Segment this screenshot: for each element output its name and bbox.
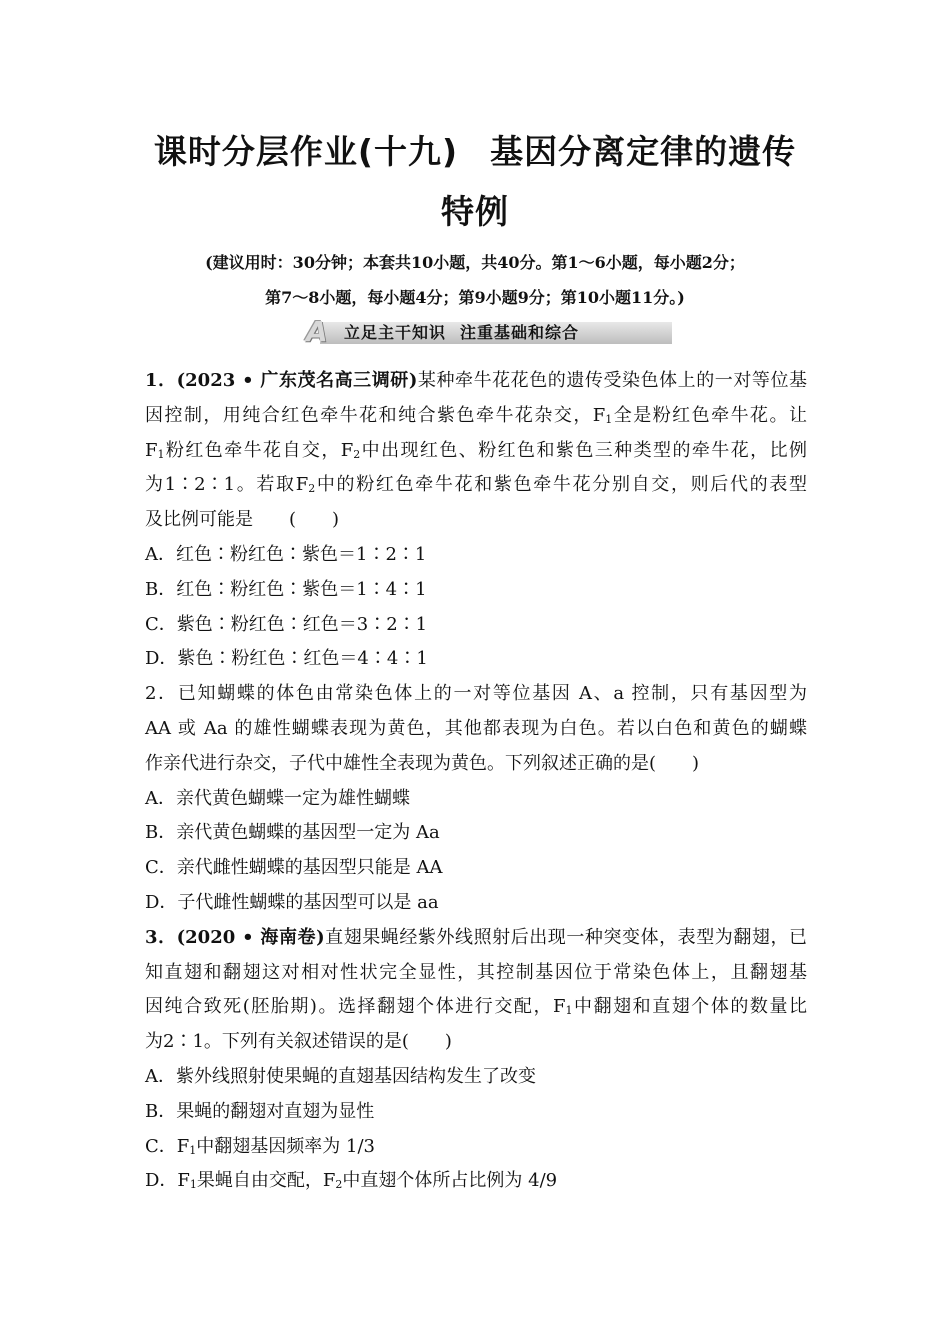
q1-sub-1: 1 (605, 412, 613, 426)
banner-text-part-1: 立足主干知识 (344, 323, 447, 342)
q2-line-3: 作亲代进行杂交，子代中雄性全表现为黄色。下列叙述正确的是( ) (145, 752, 700, 774)
q3-option-a[interactable]: A．紫外线照射使果蝇的直翅基因结构发生了改变 (145, 1065, 536, 1087)
q3-line-4: 为2∶1。下列有关叙述错误的是( ) (145, 1031, 452, 1053)
q3-text-1: 直翅果蝇经紫外线照射后出现一种突变体，表型为翻翅，已 (324, 926, 808, 948)
q1-text-2a: 因控制，用纯合红色牵牛花和纯合紫色牵牛花杂交，F (145, 404, 606, 426)
q3-option-c[interactable] (145, 1130, 807, 1165)
section-banner (306, 315, 672, 348)
q2-option-a[interactable]: A．亲代黄色蝴蝶一定为雄性蝴蝶 (145, 787, 410, 809)
q1-text-2b: 全是粉红色牵牛花。让 (612, 404, 807, 426)
q1-text-3b: 粉红色牵牛花自交，F (164, 439, 354, 461)
q3-text-3a: 因纯合致死(胚胎期)。选择翻翅个体进行交配，F (145, 996, 566, 1018)
section-letter-icon: A (306, 315, 328, 348)
q1-sub-4: 2 (308, 482, 316, 496)
q3-number: 3． (145, 926, 177, 948)
q1-line-2 (145, 399, 807, 434)
page-title-line-1 (0, 126, 950, 173)
q3-option-d-sub-1: 1 (189, 1178, 197, 1192)
q3-option-d-sub-2: 2 (335, 1178, 343, 1192)
q3-sub-1: 1 (565, 1004, 573, 1018)
q3-option-d-text-a: D．F (145, 1170, 190, 1192)
q1-line-4 (145, 468, 807, 503)
q2-option-c[interactable]: C．亲代雌性蝴蝶的基因型只能是 AA (145, 857, 443, 879)
q1-sub-3: 2 (353, 447, 361, 461)
q1-sub-2: 1 (157, 447, 165, 461)
q1-line-3 (145, 434, 807, 469)
q1-line-5: 及比例可能是 ( ) (145, 509, 340, 531)
banner-text (344, 322, 579, 344)
title-part-1: 课时分层作业(十九) (153, 132, 459, 171)
q3-option-b[interactable]: B．果蝇的翻翅对直翅为显性 (145, 1100, 375, 1122)
q3-option-d-text-b: 果蝇自由交配，F (196, 1170, 336, 1192)
title-part-2: 基因分离定律的遗传 (490, 132, 797, 171)
q3-option-c-sub: 1 (189, 1143, 197, 1157)
q1-text-4a: 为1∶2∶1。若取F (145, 474, 309, 496)
q3-line-3 (145, 990, 807, 1025)
page-title-line-2: 特例 (441, 192, 509, 231)
q2-option-b[interactable]: B．亲代黄色蝴蝶的基因型一定为 Aa (145, 822, 440, 844)
q1-option-d[interactable]: D．紫色∶粉红色∶红色＝4∶4∶1 (145, 648, 428, 670)
q1-option-c[interactable]: C．紫色∶粉红色∶红色＝3∶2∶1 (145, 613, 428, 635)
q3-line-2: 知直翅和翻翅这对相对性状完全显性，其控制基因位于常染色体上，且翻翅基 (145, 961, 807, 983)
q1-line-1 (145, 364, 807, 399)
q1-text-3c: 中出现红色、粉红色和紫色三种类型的牵牛花，比例 (360, 439, 807, 461)
q1-text-1: 某种牵牛花花色的遗传受染色体上的一对等位基 (417, 370, 808, 391)
q2-line-2: AA 或 Aa 的雄性蝴蝶表现为黄色，其他都表现为白色。若以白色和黄色的蝴蝶 (145, 717, 807, 739)
q1-source: (2023 • 广东茂名高三调研) (176, 370, 418, 391)
q3-source: (2020 • 海南卷) (176, 926, 325, 948)
q2-option-d[interactable]: D．子代雌性蝴蝶的基因型可以是 aa (145, 891, 439, 913)
q3-option-c-text-a: C．F (145, 1135, 190, 1157)
q1-text-3a: F (145, 439, 158, 461)
time-note-line-2: 第7～8小题，每小题4分；第9小题9分；第10小题11分。) (265, 288, 685, 307)
q3-text-3b: 中翻翅和直翅个体的数量比 (572, 996, 807, 1018)
q2-line-1: 2．已知蝴蝶的体色由常染色体上的一对等位基因 A、a 控制，只有基因型为 (145, 683, 807, 705)
q1-option-a[interactable]: A．红色∶粉红色∶紫色＝1∶2∶1 (145, 543, 427, 565)
q1-option-b[interactable]: B．红色∶粉红色∶紫色＝1∶4∶1 (145, 578, 427, 600)
question-list (145, 364, 807, 1199)
q1-number: 1． (145, 370, 177, 391)
q3-line-1 (145, 921, 807, 956)
banner-text-part-2: 注重基础和综合 (460, 323, 580, 342)
time-note-line-1: (建议用时：30分钟；本套共10小题，共40分。第1～6小题，每小题2分； (205, 253, 745, 272)
q1-text-4b: 中的粉红色牵牛花和紫色牵牛花分别自交，则后代的表型 (315, 474, 807, 496)
q3-option-d-text-c: 中直翅个体所占比例为 4/9 (342, 1170, 558, 1192)
q3-option-d[interactable] (145, 1164, 807, 1199)
q3-option-c-text-b: 中翻翅基因频率为 1/3 (196, 1135, 375, 1157)
